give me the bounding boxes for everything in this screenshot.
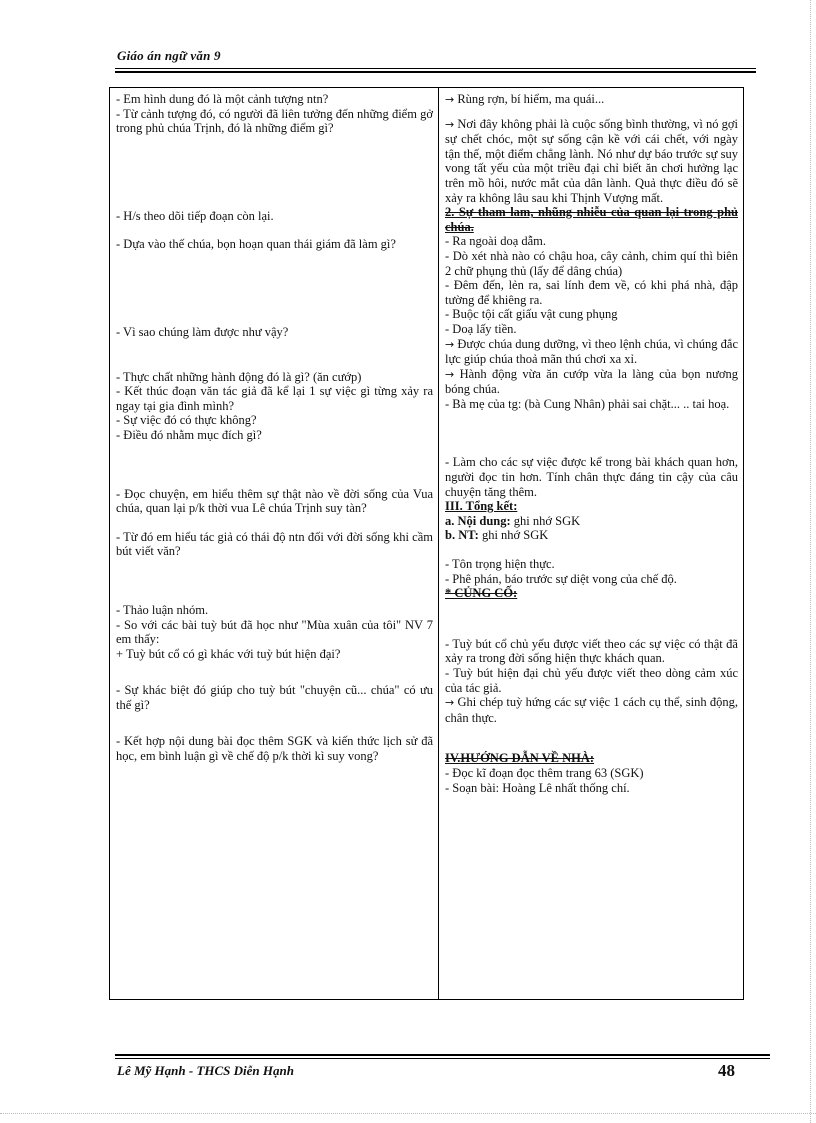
section-heading-3: III. Tổng kết:: [445, 499, 518, 514]
question: - Vì sao chúng làm được như vậy?: [116, 324, 289, 339]
question: - Từ cảnh tượng đó, có người đã liên tưởng đến những điểm gở trong phủ chúa Trịnh, đó là những điểm gì?: [116, 106, 433, 136]
answer: - Phê phán, báo trước sự diệt vong của chế độ.: [445, 571, 677, 586]
question: + Tuỳ bút cổ có gì khác với tuỳ bút hiện đại?: [116, 646, 341, 661]
answer: - Bà mẹ của tg: (bà Cung Nhân) phải sai chặt... .. tai hoạ.: [445, 396, 730, 411]
header-title: Giáo án ngữ văn 9: [117, 48, 221, 63]
answer: - Buộc tội cất giấu vật cung phụng: [445, 307, 618, 322]
question: - H/s theo dõi tiếp đoạn còn lại.: [116, 208, 274, 223]
page-number: 48: [718, 1061, 735, 1080]
section-heading-2: 2. Sự tham lam, nhũng nhiễu của quan lại trong phủ chúa.: [445, 205, 738, 234]
question: - Sự việc đó có thực không?: [116, 413, 257, 428]
question: - Em hình dung đó là một cảnh tượng ntn?: [116, 92, 329, 106]
answer: - Soạn bài: Hoàng Lê nhất thống chí.: [445, 780, 630, 795]
answer: - Doạ lấy tiền.: [445, 321, 517, 336]
answer: - Dò xét nhà nào có chậu hoa, cây cảnh, chim quí thì biên 2 chữ phụng thủ (lấy để dâng chúa): [445, 248, 738, 278]
answer: - Đêm đến, lẻn ra, sai lính đem về, có khi phá nhà, đập tường để khiêng ra.: [445, 278, 738, 307]
question: - Đọc chuyện, em hiểu thêm sự thật nào về đời sống của Vua chúa, quan lại p/k thời vua Lê chúa Trịnh suy tàn?: [116, 486, 433, 516]
arrow-icon: →: [445, 696, 455, 710]
answer: - Đọc kĩ đoạn đọc thêm trang 63 (SGK): [445, 765, 644, 780]
arrow-icon: →: [445, 93, 455, 106]
arrow-icon: →: [445, 337, 455, 351]
arrow-icon: →: [445, 117, 455, 131]
footer-divider: [115, 1058, 770, 1059]
question: - Thực chất những hành động đó là gì? (ăn cướp): [116, 369, 362, 384]
page-edge-dotted: [0, 1113, 816, 1114]
section-heading-cungco: * CỦNG CỐ:: [445, 586, 518, 601]
footer-divider-thick: [115, 1054, 770, 1056]
answer: Rùng rợn, bí hiểm, ma quái...: [457, 92, 605, 106]
summary-label: a. Nội dung:: [445, 513, 511, 528]
questions-column: [110, 88, 439, 1000]
answer: Nơi đây không phải là cuộc sống bình thường, vì nó gợi sự chết chóc, một sự sống cận kề với cái chết, với ngày tận thế, một điểm chẳng lành. Nó như dự báo trước sự suy vong tất yếu của một triều đại chỉ biết ăn chơi hưởng lạc trên mồ hôi, nước mắt của dân lành. Quả thực điều đó sẽ xảy ra không lâu sau khi Thịnh Vượng mất.: [445, 116, 738, 205]
lesson-table: [109, 87, 744, 1000]
question: - Từ đó em hiểu tác giả có thái độ ntn đối với đời sống khi cầm bút viết văn?: [116, 529, 433, 559]
question: - Dựa vào thế chúa, bọn hoạn quan thái giám đã làm gì?: [116, 237, 396, 252]
summary-text: ghi nhớ SGK: [478, 528, 549, 543]
answer: - Tuỳ bút hiện đại chủ yếu được viết theo dòng cảm xúc của tác giả.: [445, 666, 738, 695]
summary-text: ghi nhớ SGK: [510, 513, 581, 528]
arrow-icon: →: [445, 367, 455, 381]
question: - Sự khác biệt đó giúp cho tuỳ bút "chuyện cũ... chúa" có ưu thế gì?: [116, 683, 433, 712]
answer: - Làm cho các sự việc được kể trong bài khách quan hơn, người đọc tin hơn. Tính chân thực đáng tin cậy của câu chuyện tăng thêm.: [445, 455, 738, 499]
question: - So với các bài tuỳ bút đã học như "Mùa xuân của tôi" NV 7 em thấy:: [116, 617, 433, 647]
answer: Hành động vừa ăn cướp vừa la làng của bọn nương bóng chúa.: [445, 366, 739, 397]
question: - Thảo luận nhóm.: [116, 602, 209, 617]
header-divider: [115, 68, 756, 69]
question: - Kết thúc đoạn văn tác giả đã kể lại 1 sự việc gì từng xảy ra ngay tại gia đình mình?: [116, 384, 433, 413]
answer: - Ra ngoài doạ dẫm.: [445, 234, 547, 249]
answer: Ghi chép tuỳ hứng các sự việc 1 cách cụ thể, sinh động, chân thực.: [445, 695, 739, 725]
answer: - Tuỳ bút cổ chủ yếu được viết theo các sự việc có thật đã xảy ra trong đời sống hiện thực khách quan.: [445, 636, 738, 666]
question: - Điều đó nhằm mục đích gì?: [116, 427, 262, 442]
summary-label: b. NT:: [445, 528, 479, 543]
answer: Được chúa dung dưỡng, vì theo lệnh chúa, vì chúng đắc lực giúp chúa thoả mãn thú chơi xa xỉ.: [445, 336, 739, 367]
footer-author: Lê Mỹ Hạnh - THCS Diễn Hạnh: [117, 1063, 294, 1078]
question: - Kết hợp nội dung bài đọc thêm SGK và kiến thức lịch sử đã học, em bình luận gì về chế độ p/k thời kì suy vong?: [116, 734, 433, 764]
answers-column: [439, 88, 744, 1000]
page-edge-dotted-right: [810, 0, 811, 1123]
section-heading-4: IV.HƯỚNG DẪN VỀ NHÀ:: [445, 751, 595, 766]
header-divider-thick: [115, 71, 756, 73]
answer: - Tôn trọng hiện thực.: [445, 557, 555, 572]
